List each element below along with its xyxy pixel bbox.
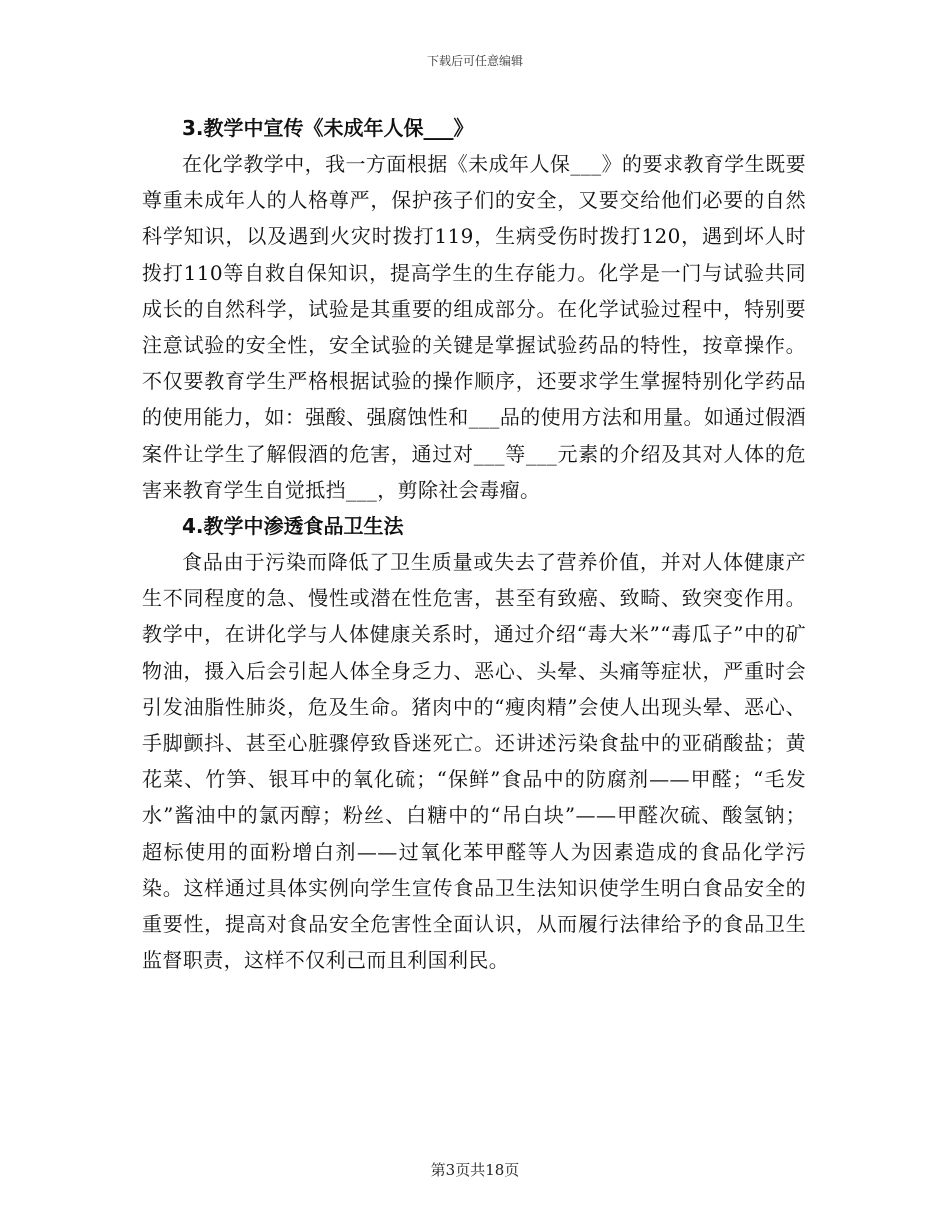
document-body [142,110,806,978]
section-paragraph: 食品由于污染而降低了卫生质量或失去了营养价值，并对人体健康产生不同程度的急、慢性或潜在性危害，甚至有致癌、致畸、致突变作用。教学中，在讲化学与人体健康关系时，通过介绍“毒大米”“毒瓜子”中的矿物油，摄入后会引起人体全身乏力、恶心、头晕、头痛等症状，严重时会引发油脂性肺炎，危及生命。猪肉中的“瘦肉精”会使人出现头晕、恶心、手脚颤抖、甚至心脏骤停致昏迷死亡。还讲述污染食盐中的亚硝酸盐；黄花菜、竹笋、银耳中的氧化硫；“保鲜”食品中的防腐剂——甲醛；“毛发水”酱油中的氯丙醇；粉丝、白糖中的“吊白块”——甲醛次硫、酸氢钠；超标使用的面粉增白剂——过氧化苯甲醛等人为因素造成的食品化学污染。这样通过具体实例向学生宣传食品卫生法知识使学生明白食品安全的重要性，提高对食品安全危害性全面认识，从而履行法律给予的食品卫生监督职责，这样不仅利己而且利国利民。 [142,550,806,973]
section-heading: 3.教学中宣传《未成年人保___》 [182,116,474,140]
page-number: 第3页共18页 [430,1161,520,1179]
section-heading: 4.教学中渗透食品卫生法 [182,514,404,539]
section-paragraph: 在化学教学中，我一方面根据《未成年人保___》的要求教育学生既要尊重未成年人的人格尊严，保护孩子们的安全，又要交给他们必要的自然科学知识，以及遇到火灾时拨打119，生病受伤时拨打120，遇到坏人时拨打110等自救自保知识，提高学生的生存能力。化学是一门与试验共同成长的自然科学，试验是其重要的组成部分。在化学试验过程中，特别要注意试验的安全性，安全试验的关键是掌握试验药品的特性，按章操作。不仅要教育学生严格根据试验的操作顺序，还要求学生掌握特别化学药品的使用能力，如：强酸、强腐蚀性和___品的使用方法和用量。如通过假酒案件让学生了解假酒的危害，通过对___等___元素的介绍及其对人体的危害来教育学生自觉抵挡___，剪除社会毒瘤。 [142,152,806,502]
page-header: 下载后可任意编辑 [426,54,523,68]
